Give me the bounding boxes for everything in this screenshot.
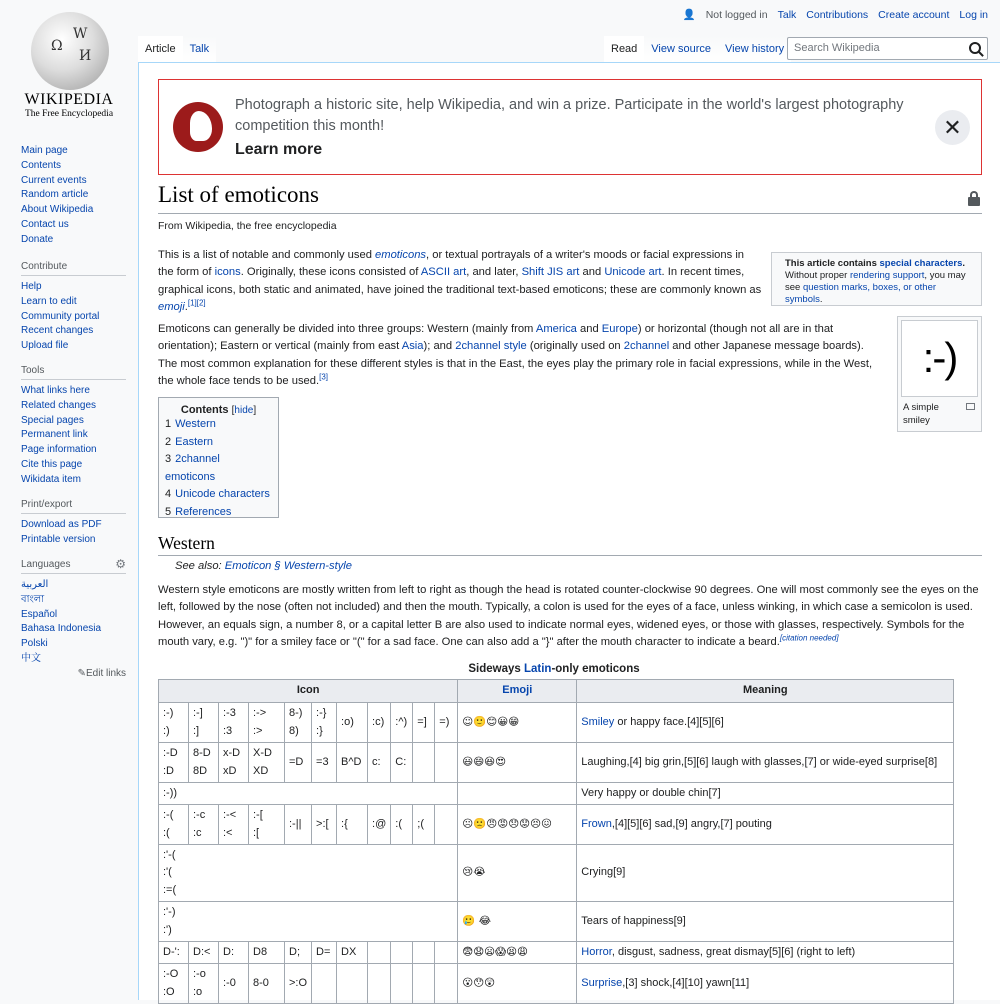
logo-wordmark: WIKIPEDIA xyxy=(24,91,114,108)
link-2channel-style[interactable]: 2channel style xyxy=(455,340,527,353)
icon-cell xyxy=(368,942,391,964)
edit-links[interactable]: ✎Edit links xyxy=(77,667,126,679)
tab-talk[interactable]: Talk xyxy=(183,36,217,63)
not-logged-in: Not logged in xyxy=(705,8,768,21)
reference[interactable]: [3] xyxy=(319,372,328,382)
emoji-cell: 😮😯😲 xyxy=(458,964,577,1004)
section-divider xyxy=(158,555,982,556)
personal-tools xyxy=(683,8,988,21)
icon-cell: 8-D 8D xyxy=(189,743,219,783)
icon-cell: :-D :D xyxy=(159,743,189,783)
icon-cell: =3 xyxy=(312,743,337,783)
contribute-portlet xyxy=(21,261,126,354)
icon-cell: >:O xyxy=(285,964,312,1004)
tab-article[interactable]: Article xyxy=(138,36,183,63)
link-see-also[interactable]: Emoticon § Western-style xyxy=(224,560,353,572)
icon-cell: DX xyxy=(337,942,368,964)
table-row xyxy=(159,942,954,964)
table-row xyxy=(159,964,954,1004)
contributions-link[interactable]: Contributions xyxy=(806,8,869,21)
icon-cell xyxy=(312,964,337,1004)
emoji-cell: ☹🙁😠😡😞😟😣😖 xyxy=(458,805,577,845)
citation-needed[interactable]: [citation needed] xyxy=(779,633,839,643)
meaning-cell xyxy=(577,743,954,783)
icon-cell: :-} :} xyxy=(312,703,337,743)
lang-indonesian[interactable]: Bahasa Indonesia xyxy=(21,623,102,635)
icon-cell: D8 xyxy=(249,942,285,964)
search-icon[interactable] xyxy=(969,42,981,54)
nav-current-events[interactable]: Current events xyxy=(21,174,87,186)
link-emoticons[interactable]: emoticons xyxy=(375,249,427,261)
globe-icon: Ω W И xyxy=(31,12,109,90)
lang-chinese[interactable]: 中文 xyxy=(21,652,41,664)
nav-main-page[interactable]: Main page xyxy=(21,145,68,156)
link-special-characters[interactable]: special characters xyxy=(879,258,963,269)
nav-contents[interactable]: Contents xyxy=(21,159,62,171)
login-link[interactable]: Log in xyxy=(959,8,988,21)
toc-title: Contents [hide] xyxy=(180,404,257,416)
link-ascii-art[interactable]: ASCII art xyxy=(420,266,467,279)
icon-cell: ;( xyxy=(413,805,435,845)
main-navigation xyxy=(21,144,126,248)
icon-cell: :-3 :3 xyxy=(219,703,249,743)
table-row xyxy=(159,783,954,805)
link-europe[interactable]: Europe xyxy=(601,323,638,335)
icon-cell xyxy=(413,942,435,964)
icon-cell: 8-) 8) xyxy=(285,703,312,743)
lock-icon[interactable] xyxy=(968,191,980,205)
nav-cite-page[interactable]: Cite this page xyxy=(21,458,83,470)
link-shift-jis-art[interactable]: Shift JIS art xyxy=(521,266,580,279)
talk-link[interactable]: Talk xyxy=(777,8,797,21)
icon-cell xyxy=(413,964,435,1004)
icon-cell: D-': xyxy=(159,942,189,964)
meaning-text: Very happy or double chin[7] xyxy=(581,786,721,799)
icon-cell: :( xyxy=(391,805,413,845)
contribute-heading: Contribute xyxy=(21,261,126,276)
logo-tagline: The Free Encyclopedia xyxy=(24,109,114,119)
emoji-cell: 😢😭 xyxy=(458,845,577,902)
icon-cell xyxy=(435,743,458,783)
meaning-cell xyxy=(577,942,954,964)
emoji-cell: ☺🙂😊😀😁 xyxy=(458,703,577,743)
nav-upload-file[interactable]: Upload file xyxy=(21,340,69,352)
icon-cell: :{ xyxy=(337,805,368,845)
icon-cell xyxy=(435,942,458,964)
page-title: List of emoticons xyxy=(158,182,319,207)
nav-what-links-here[interactable]: What links here xyxy=(21,385,90,396)
table-row xyxy=(159,703,954,743)
user-icon: 👤 xyxy=(682,9,696,21)
thumbnail-caption: A simple smiley xyxy=(903,402,939,426)
toc-hide-toggle[interactable]: hide xyxy=(234,405,254,416)
view-tabs xyxy=(604,36,791,63)
table-row xyxy=(159,743,954,783)
icon-cell: 8-0 xyxy=(249,964,285,1004)
meaning-cell xyxy=(577,703,954,743)
icon-cell: :-] :] xyxy=(189,703,219,743)
nav-community-portal[interactable]: Community portal xyxy=(21,310,100,322)
gear-icon[interactable]: ⚙ xyxy=(115,557,126,571)
meaning-link[interactable]: Frown xyxy=(581,817,612,830)
meaning-cell xyxy=(577,783,954,805)
icon-cell: :-c :c xyxy=(189,805,219,845)
icon-cell: :-|| xyxy=(285,805,312,845)
icon-cell: :-[ :[ xyxy=(249,805,285,845)
nav-wikidata-item[interactable]: Wikidata item xyxy=(21,473,82,485)
icon-cell: :-> :> xyxy=(249,703,285,743)
tab-view-history[interactable]: View history xyxy=(718,36,791,63)
meaning-text: Tears of happiness[9] xyxy=(581,914,686,927)
lang-bangla[interactable]: বাংলা xyxy=(21,593,45,605)
nav-help[interactable]: Help xyxy=(21,281,42,292)
meaning-cell xyxy=(577,902,954,942)
icon-cell: :o) xyxy=(337,703,368,743)
icon-cell: B^D xyxy=(337,743,368,783)
nav-permanent-link[interactable]: Permanent link xyxy=(21,429,88,441)
search-placeholder: Search Wikipedia xyxy=(794,42,880,54)
link-rendering-support[interactable]: rendering support xyxy=(849,270,925,281)
smiley-thumbnail xyxy=(897,316,982,432)
icon-cell: :'-( :'( :=( xyxy=(159,845,458,902)
banner-text: Photograph a historic site, help Wikipedia, and win a prize. Participate in the world's largest photography competition this month! xyxy=(235,97,904,134)
nav-about[interactable]: About Wikipedia xyxy=(21,204,94,216)
pencil-icon: ✎ xyxy=(77,667,86,679)
emoji-cell xyxy=(458,783,577,805)
icon-cell: :-O :O xyxy=(159,964,189,1004)
icon-cell: :-o :o xyxy=(189,964,219,1004)
special-characters-notice: This article contains special characters. Without proper rendering support, you may see question marks, boxes, or other symbols. xyxy=(771,252,982,306)
reference[interactable]: [1][2] xyxy=(187,298,206,308)
icon-cell xyxy=(413,743,435,783)
tab-read[interactable]: Read xyxy=(604,36,644,63)
emoji-cell: 😃😄😆😍 xyxy=(458,743,577,783)
enlarge-icon[interactable] xyxy=(966,403,975,410)
nav-special-pages[interactable]: Special pages xyxy=(21,414,84,426)
lang-polish[interactable]: Polski xyxy=(21,638,48,650)
lang-arabic[interactable]: العربية xyxy=(21,579,49,590)
meaning-text: or happy face.[4][5][6] xyxy=(614,715,724,728)
icon-cell: :@ xyxy=(368,805,391,845)
title-divider xyxy=(158,213,982,214)
icon-cell xyxy=(391,942,413,964)
icon-cell: x-D xD xyxy=(219,743,249,783)
icon-cell: :^) xyxy=(391,703,413,743)
site-notice-banner xyxy=(158,79,982,175)
nav-download-pdf[interactable]: Download as PDF xyxy=(21,519,102,530)
meaning-link[interactable]: Surprise xyxy=(581,976,623,989)
link-question-marks[interactable]: question marks, boxes, or other symbols xyxy=(785,282,937,305)
table-row xyxy=(159,902,954,942)
meaning-cell xyxy=(577,845,954,902)
table-of-contents xyxy=(158,397,279,518)
print-portlet xyxy=(21,499,126,548)
link-2channel[interactable]: 2channel xyxy=(623,340,670,353)
meaning-text: Crying[9] xyxy=(581,866,626,879)
link-emoji[interactable]: emoji xyxy=(158,300,185,313)
icon-cell: X-D XD xyxy=(249,743,285,783)
toc-item-western[interactable]: 1 Western xyxy=(165,418,216,430)
icon-cell: :-) :) xyxy=(159,703,189,743)
meaning-link[interactable]: Horror xyxy=(581,945,612,958)
wikipedia-logo[interactable] xyxy=(0,0,138,135)
icon-cell: D:< xyxy=(189,942,219,964)
link-icons[interactable]: icons xyxy=(214,266,241,279)
meaning-text: ,[3] shock,[4][10] yawn[11] xyxy=(622,976,750,989)
nav-random-article[interactable]: Random article xyxy=(21,189,89,201)
emoji-cell: 😨😧😦😱😫😩 xyxy=(458,942,577,964)
nav-printable-version[interactable]: Printable version xyxy=(21,533,96,545)
see-also-hatnote: See also: Emoticon § Western-style xyxy=(175,560,353,572)
tab-view-source[interactable]: View source xyxy=(644,36,718,63)
meaning-link[interactable]: Smiley xyxy=(581,715,615,728)
table-row xyxy=(159,845,954,902)
print-heading: Print/export xyxy=(21,499,126,514)
meaning-cell xyxy=(577,805,954,845)
nav-related-changes[interactable]: Related changes xyxy=(21,399,97,411)
learn-more-link[interactable]: Learn more xyxy=(235,141,323,158)
icon-cell: >:[ xyxy=(312,805,337,845)
nav-donate[interactable]: Donate xyxy=(21,233,54,245)
header-meaning[interactable]: Meaning xyxy=(577,680,954,703)
groups-paragraph: Emoticons can generally be divided into three groups: Western (mainly from America and Europe) or horizontal (though not all are in that orientation); Eastern or vertical (mainly from east Asia); and 2channel style (originally used on 2channel and other Japanese message boards). The most common explanation for these different styles is that in the East, the eyes play the primary role in facial expressions, while in the West, the whole face tends to be used.[3] xyxy=(158,323,873,387)
toc-item-unicode[interactable]: 4 Unicode characters xyxy=(165,488,270,500)
emoticons-table xyxy=(158,679,954,1004)
link-america[interactable]: America xyxy=(535,323,577,335)
site-sub: From Wikipedia, the free encyclopedia xyxy=(158,220,337,232)
table-caption: Sideways Latin-only emoticons xyxy=(468,663,640,675)
meaning-text: Laughing,[4] big grin,[5][6] laugh with glasses,[7] or wide-eyed surprise[8] xyxy=(581,755,938,768)
meaning-cell xyxy=(577,964,954,1004)
emoji-cell: 🥲 😂 xyxy=(458,902,577,942)
search-input[interactable] xyxy=(787,37,988,60)
icon-cell xyxy=(368,964,391,1004)
meaning-text: , disgust, sadness, great dismay[5][6] (right to left) xyxy=(611,945,856,958)
nav-contact[interactable]: Contact us xyxy=(21,218,69,230)
toc-item-references[interactable]: 5 References xyxy=(165,505,232,518)
tools-portlet xyxy=(21,365,126,488)
icon-cell xyxy=(337,964,368,1004)
lang-spanish[interactable]: Español xyxy=(21,608,58,620)
table-row xyxy=(159,805,954,845)
namespace-tabs xyxy=(138,36,216,63)
icon-cell: :-( :( xyxy=(159,805,189,845)
icon-cell: :-< :< xyxy=(219,805,249,845)
icon-cell: D= xyxy=(312,942,337,964)
content-area xyxy=(138,62,1000,1000)
western-paragraph: Western style emoticons are mostly written from left to right as though the head is rotated counter-clockwise 90 degrees. One will most commonly see the eyes on the left, followed by the nose (often not included) and then the mouth. Typically, a colon is used for the eyes of a face, unless winking, in which case a semicolon is used. However, an equals sign, a number 8, or a capital letter B are also used to indicate normal eyes, widened eyes, or those with glasses, respectively. Symbols for the mouth vary, e.g. ")" for a smiley face or "(" for a sad face. One can also add a "}" after the mouth character to indicate a beard.[citation needed] xyxy=(158,584,979,648)
section-heading-western: Western xyxy=(158,533,215,553)
toc-item-eastern[interactable]: 2 Eastern xyxy=(165,435,214,448)
link-asia[interactable]: Asia xyxy=(401,340,424,353)
close-icon[interactable]: ✕ xyxy=(935,110,970,145)
icon-cell: C: xyxy=(391,743,413,783)
nav-page-information[interactable]: Page information xyxy=(21,444,97,456)
intro-paragraph: This is a list of notable and commonly used emoticons, or textual portrayals of a writer's moods or facial expressions in the form of icons. Originally, these icons consisted of ASCII art, and later, Shift JIS art and Unicode art. In recent times, graphical icons, both static and animated, have joined the traditional text-based emoticons; these are commonly known as emoji.[1][2] xyxy=(158,249,762,313)
toc-item-2channel[interactable]: 3 2channel emoticons xyxy=(165,453,220,483)
link-unicode-art[interactable]: Unicode art xyxy=(604,266,662,279)
languages-portlet xyxy=(21,559,126,682)
icon-cell xyxy=(391,964,413,1004)
icon-cell: =] xyxy=(413,703,435,743)
icon-cell: :c) xyxy=(368,703,391,743)
wiki-loves-monuments-logo xyxy=(173,102,223,152)
languages-heading: Languages ⚙ xyxy=(21,559,126,574)
smiley-image[interactable]: :-) xyxy=(901,320,978,397)
icon-cell: :'-) :') xyxy=(159,902,458,942)
link-latin[interactable]: Latin xyxy=(523,663,552,675)
create-account-link[interactable]: Create account xyxy=(878,8,950,21)
meaning-text: ,[4][5][6] sad,[9] angry,[7] pouting xyxy=(611,817,772,830)
header-icon[interactable]: Icon xyxy=(159,680,458,703)
tools-heading: Tools xyxy=(21,365,126,380)
nav-learn-to-edit[interactable]: Learn to edit xyxy=(21,295,77,307)
icon-cell: D; xyxy=(285,942,312,964)
icon-cell: D: xyxy=(219,942,249,964)
icon-cell: =D xyxy=(285,743,312,783)
icon-cell xyxy=(435,964,458,1004)
header-emoji[interactable]: Emoji xyxy=(458,680,577,703)
icon-cell: c: xyxy=(368,743,391,783)
icon-cell: :-)) xyxy=(159,783,458,805)
icon-cell: =) xyxy=(435,703,458,743)
icon-cell: :-0 xyxy=(219,964,249,1004)
nav-recent-changes[interactable]: Recent changes xyxy=(21,325,94,337)
icon-cell xyxy=(435,805,458,845)
